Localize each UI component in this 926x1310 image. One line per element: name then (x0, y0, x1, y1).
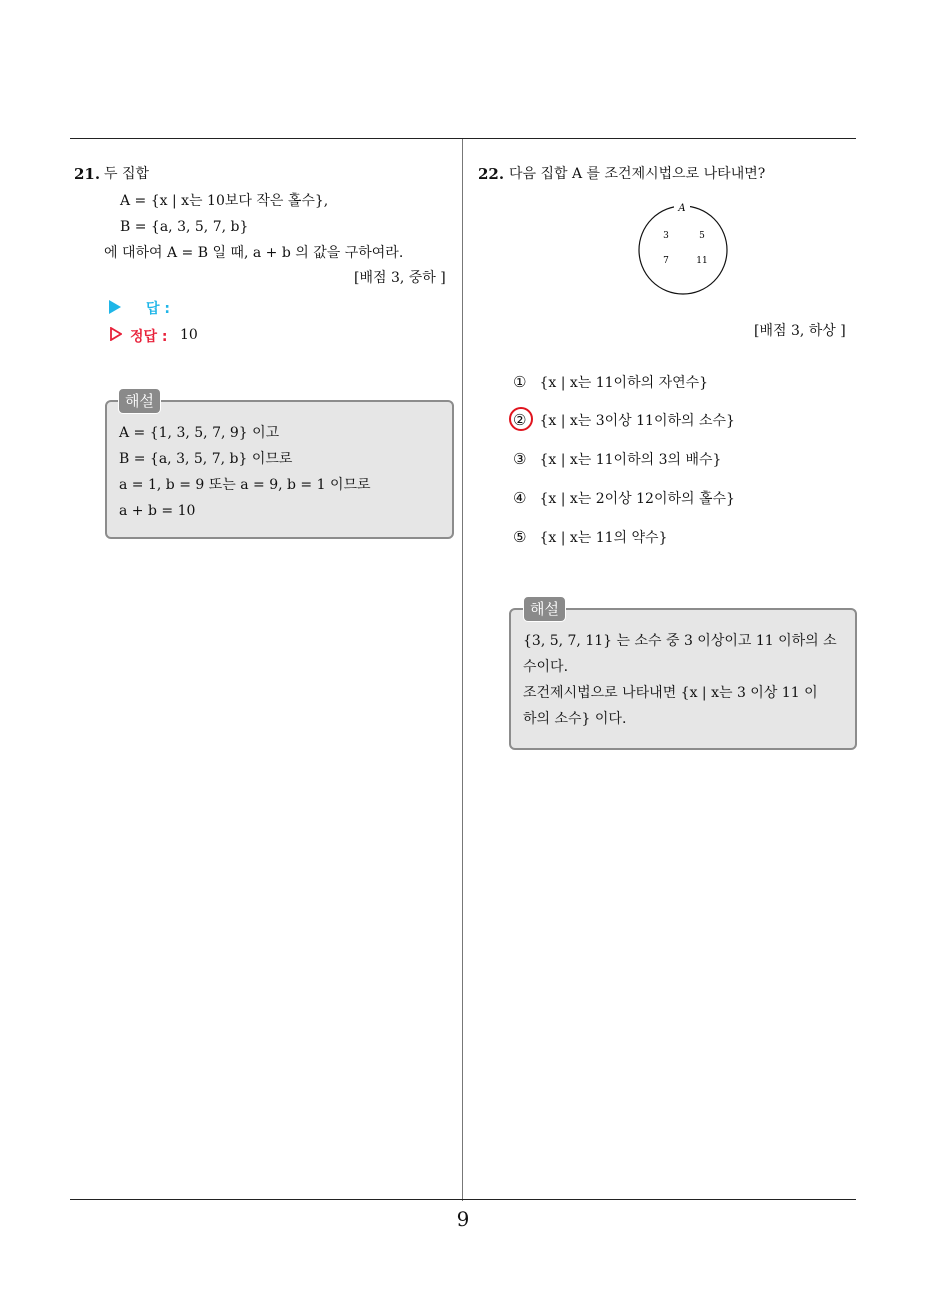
top-rule (70, 138, 856, 139)
explanation-tag: 해설 (118, 388, 161, 414)
explanation-line: 조건제시법으로 나타내면 {x | x는 3 이상 11 이 (523, 685, 818, 701)
choice-text: {x | x는 3이상 11이하의 소수} (539, 413, 735, 429)
answer-mark-circle (509, 407, 533, 431)
venn-diagram (636, 198, 732, 298)
explanation-line: 수이다. (523, 659, 569, 675)
question-line: 두 집합 (104, 166, 150, 182)
answer-label: 답 : (146, 301, 170, 317)
question-line: B = {a, 3, 5, 7, b} (120, 219, 249, 235)
choice-4[interactable] (513, 488, 735, 508)
choice-1[interactable] (513, 372, 708, 392)
choice-3[interactable] (513, 449, 721, 469)
venn-element: 7 (663, 256, 669, 266)
explanation-tag: 해설 (523, 596, 566, 622)
question-text: 다음 집합 A 를 조건제시법으로 나타내면? (509, 166, 766, 182)
explanation-line: {3, 5, 7, 11} 는 소수 중 3 이상이고 11 이하의 소 (523, 633, 837, 649)
explanation-line: a + b = 10 (119, 503, 196, 519)
bottom-rule (70, 1199, 856, 1200)
choice-number: ② (513, 411, 527, 429)
explanation-line: a = 1, b = 9 또는 a = 9, b = 1 이므로 (119, 477, 371, 493)
choice-number: ④ (513, 489, 527, 507)
score-label: [배점 3, 중하 ] (354, 270, 446, 286)
explanation-box (509, 608, 857, 750)
explanation-line: A = {1, 3, 5, 7, 9} 이고 (119, 425, 280, 441)
answer-triangle-icon (109, 300, 121, 314)
explanation-line: B = {a, 3, 5, 7, b} 이므로 (119, 451, 293, 467)
question-number: 22. (478, 165, 505, 183)
venn-element: 11 (696, 256, 708, 266)
venn-set-label: A (678, 203, 686, 214)
score-label: [배점 3, 하상 ] (754, 323, 846, 339)
venn-element: 5 (699, 231, 705, 241)
choice-number: ③ (513, 450, 527, 468)
explanation-line: 하의 소수} 이다. (523, 711, 627, 727)
choice-number: ① (513, 373, 527, 391)
question-line: A = {x | x는 10보다 작은 홀수}, (120, 193, 329, 209)
explanation-box (105, 400, 454, 539)
choice-text: {x | x는 2이상 12이하의 홀수} (539, 491, 735, 507)
choice-text: {x | x는 11이하의 자연수} (539, 375, 709, 391)
hollow-triangle-icon (110, 327, 122, 341)
choice-2[interactable] (513, 410, 735, 430)
venn-element: 3 (663, 231, 669, 241)
correct-label: 정답 : (130, 329, 168, 345)
question-number: 21. (74, 165, 101, 183)
correct-value: 10 (180, 327, 198, 343)
column-divider (462, 139, 463, 1201)
question-line: 에 대하여 A = B 일 때, a + b 의 값을 구하여라. (104, 245, 404, 261)
choice-text: {x | x는 11의 약수} (539, 530, 668, 546)
choice-number: ⑤ (513, 528, 527, 546)
page-number: 9 (456, 1207, 470, 1231)
choice-5[interactable] (513, 527, 668, 547)
choice-text: {x | x는 11이하의 3의 배수} (539, 452, 722, 468)
